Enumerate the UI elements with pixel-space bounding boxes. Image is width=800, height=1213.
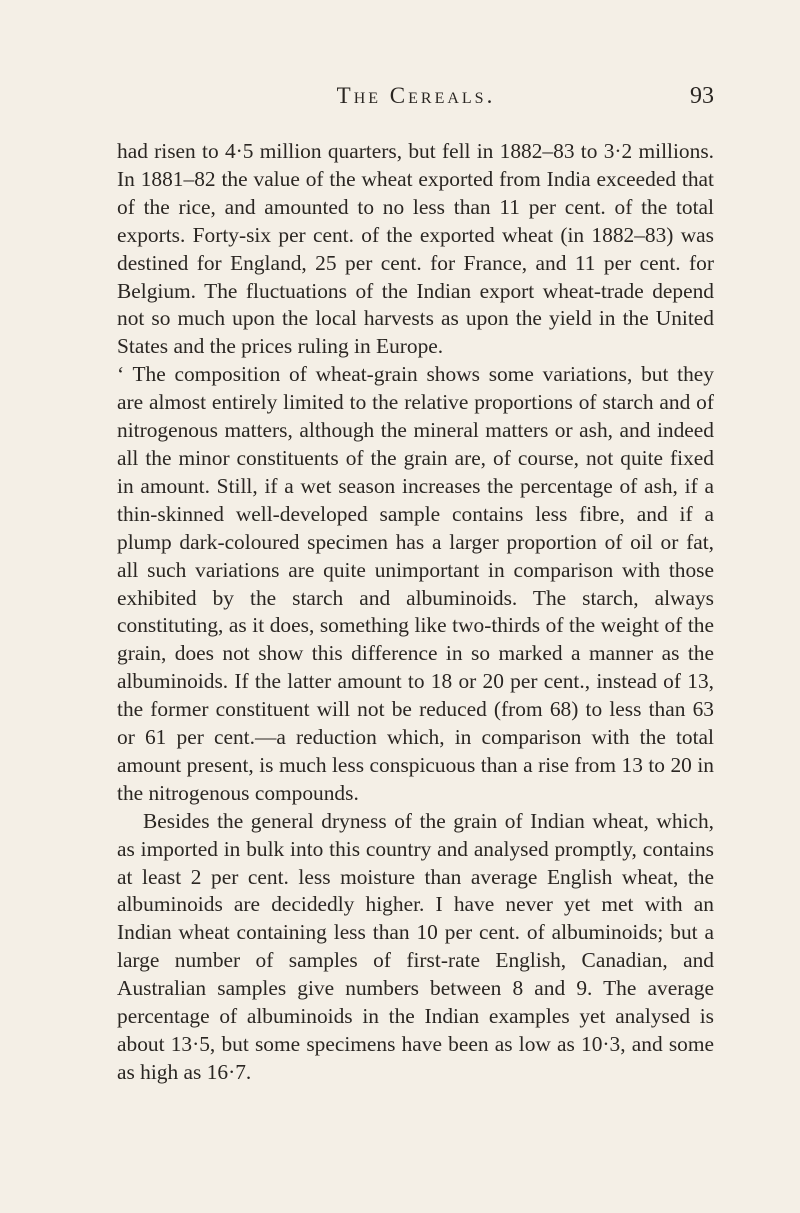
paragraph-3: Besides the general dryness of the grain of Indian wheat, which, as imported in bulk into this country and analysed promptly, contains at least 2 per cent. less moisture than average English wheat, the albuminoids are decidedly higher. I have never yet met with an Indian wheat containing less than 10 per cent. of albuminoids; but a large number of samples of first-rate English, Canadian, and Australian samples give numbers between 8 and 9. The average percentage of albuminoids in the Indian examples yet analysed is about 13·5, but some specimens have been as low as 10·3, and some as high as 16·7. — [117, 808, 714, 1084]
paragraph-2: ‘ The composition of wheat-grain shows some variations, but they are almost entirely limited to the relative proportions of starch and of nitrogenous matters, although the mineral matters or ash, and indeed all the minor constituents of the grain are, of course, not quite fixed in amount. Still, if a wet season increases the percentage of ash, if a thin-skinned well-developed sample contains less fibre, and if a plump dark-coloured specimen has a larger proportion of oil or fat, all such variations are quite unimportant in comparison with those exhibited by the starch and albuminoids. The starch, always constituting, as it does, something like two-thirds of the weight of the grain, does not show this difference in so marked a manner as the albuminoids. If the latter amount to 18 or 20 per cent., instead of 13, the former constituent will not be reduced (from 68) to less than 63 or 61 per cent.—a reduction which, in comparison with the total amount present, is much less conspicuous than a rise from 13 to 20 in the nitrogenous compounds. — [117, 362, 714, 805]
running-head — [118, 76, 714, 116]
page-number: 93 — [690, 83, 714, 109]
running-title: The Cereals. — [336, 83, 496, 108]
body-text — [117, 138, 714, 1087]
paragraph-1: had risen to 4·5 million quarters, but fell in 1882–83 to 3·2 millions. In 1881–82 the value of the wheat exported from India exceeded that of the rice, and amounted to no less than 11 per cent. of the total exports. Forty-six per cent. of the exported wheat (in 1882–83) was destined for England, 25 per cent. for France, and 11 per cent. for Belgium. The fluctuations of the Indian export wheat-trade depend not so much upon the local harvests as upon the yield in the United States and the prices ruling in Europe. — [117, 139, 714, 359]
